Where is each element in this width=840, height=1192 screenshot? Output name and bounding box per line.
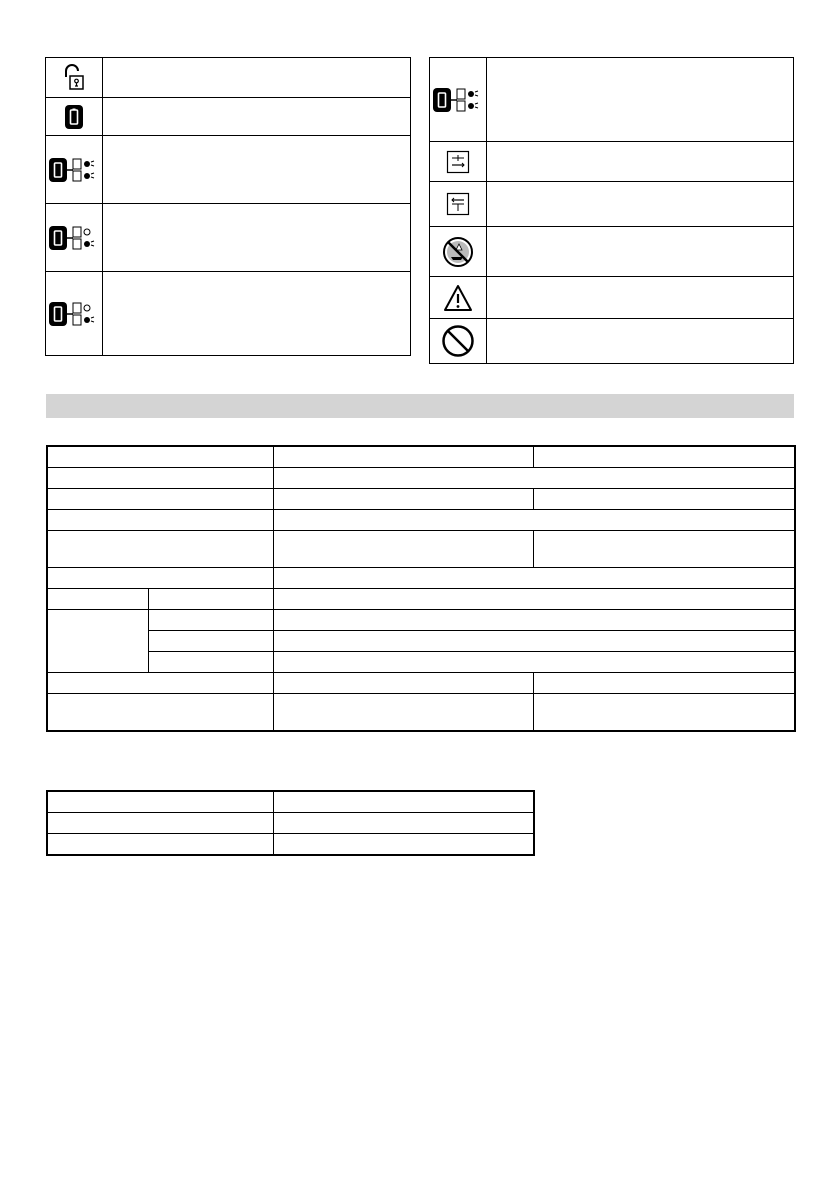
symbol-description	[103, 58, 411, 98]
table-cell	[47, 834, 273, 856]
symbol-description	[487, 277, 794, 319]
spec-value	[534, 694, 795, 732]
spec-group-label	[47, 589, 149, 610]
battery-charge-status-both-lit-icon	[48, 155, 100, 185]
spec-label	[47, 673, 273, 694]
spec-value	[273, 531, 533, 568]
symbol-cell	[430, 319, 487, 364]
symbol-description	[103, 98, 411, 136]
symbol-cell	[430, 227, 487, 277]
spec-group-label	[47, 610, 149, 673]
symbol-description	[103, 204, 411, 272]
table-row	[47, 834, 534, 856]
spec-label	[47, 489, 273, 510]
spec-value	[534, 489, 795, 510]
table-cell	[273, 834, 534, 856]
specifications-table	[46, 445, 796, 732]
section-title	[46, 398, 54, 413]
symbol-description	[103, 272, 411, 356]
spec-label	[47, 694, 273, 732]
prohibited-icon	[441, 324, 475, 358]
symbol-cell	[46, 272, 103, 356]
table-row	[47, 813, 534, 834]
spec-value	[273, 446, 533, 468]
table-row	[47, 510, 795, 531]
table-row	[47, 631, 795, 652]
spec-label	[47, 531, 273, 568]
table-cell	[273, 813, 534, 834]
symbol-cell	[46, 98, 103, 136]
release-position-icon	[446, 192, 470, 216]
spec-value	[534, 446, 795, 468]
spec-value	[273, 468, 795, 489]
spec-value	[534, 531, 795, 568]
symbol-cell	[46, 204, 103, 272]
symbol-cell	[430, 142, 487, 182]
symbol-description	[487, 182, 794, 227]
table-row	[47, 531, 795, 568]
table-row	[47, 468, 795, 489]
spec-label	[47, 468, 273, 489]
no-water-icon	[442, 236, 474, 268]
spec-value	[273, 631, 795, 652]
table-row	[47, 673, 795, 694]
battery-charge-status-blink-icon	[432, 85, 484, 115]
table-row	[47, 589, 795, 610]
spec-sub-label	[149, 610, 274, 631]
spec-value	[273, 673, 533, 694]
symbol-description	[487, 58, 794, 142]
spec-sub-label	[149, 631, 274, 652]
table-row	[47, 568, 795, 589]
symbol-description	[103, 136, 411, 204]
symbol-description	[487, 142, 794, 182]
spec-value	[273, 589, 795, 610]
small-table	[46, 790, 535, 856]
section-heading-bar	[46, 394, 794, 418]
symbol-cell	[46, 58, 103, 98]
battery-charge-status-upper-off-lower-blink-icon	[48, 299, 100, 329]
spec-sub-label	[149, 652, 274, 673]
spec-value	[273, 568, 795, 589]
table-row	[47, 694, 795, 732]
table-row	[47, 791, 534, 813]
table-row	[47, 652, 795, 673]
spec-label	[47, 446, 273, 468]
spec-sub-label	[149, 589, 274, 610]
warning-triangle-icon	[443, 284, 473, 312]
table-cell	[47, 791, 273, 813]
table-cell	[47, 813, 273, 834]
symbol-description	[487, 319, 794, 364]
table-cell	[273, 791, 534, 813]
symbol-description	[487, 227, 794, 277]
symbol-cell	[46, 136, 103, 204]
spec-value	[273, 652, 795, 673]
spec-value	[273, 489, 533, 510]
table-row	[47, 489, 795, 510]
unlock-icon	[59, 63, 89, 93]
symbol-cell	[430, 182, 487, 227]
spec-label	[47, 568, 273, 589]
battery-icon	[63, 104, 85, 130]
spec-value	[273, 694, 533, 732]
symbol-table-right	[429, 57, 794, 364]
table-row	[47, 610, 795, 631]
table-row	[47, 446, 795, 468]
symbol-table-left	[45, 57, 411, 356]
spec-value	[273, 610, 795, 631]
spec-label	[47, 510, 273, 531]
symbol-cell	[430, 58, 487, 142]
symbol-cell	[430, 277, 487, 319]
battery-charge-status-upper-off-lower-lit-icon	[48, 223, 100, 253]
spec-value	[534, 673, 795, 694]
lock-position-icon	[446, 150, 470, 174]
spec-value	[273, 510, 795, 531]
